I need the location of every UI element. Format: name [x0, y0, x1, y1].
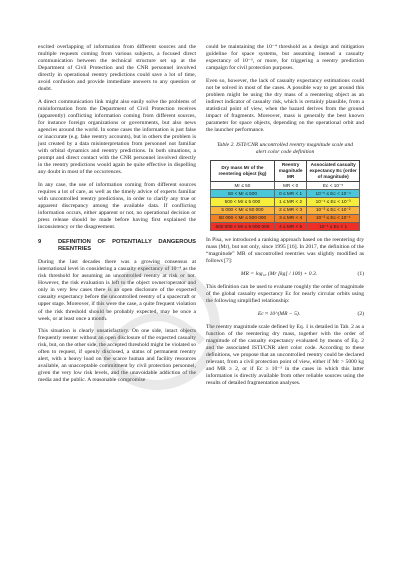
paragraph: could be maintaining the 10⁻⁴ threshold as a design and mitigation guideline for space systems, but assuming instead a casualty expectancy of 10⁻³, or more, for triggering a reentry prediction campaign for civil protection purposes.: [206, 44, 364, 72]
table-cell: 50 000 < Mr ≤ 500 000: [211, 214, 275, 222]
table-row: [211, 206, 360, 214]
table-cell: 10⁻³ ≤ Ec < 10⁻²: [307, 206, 360, 214]
table-cell: 2 ≤ MR < 3: [274, 206, 306, 214]
right-column: [206, 44, 364, 393]
paragraph: In Pisa, we introduced a ranking approach based on the reentering dry mass (Mr), but not only, since 1995 [16]. In 2017, the definition of the “magnitude” MR of uncontrolled reentries was slightly modified as follows [7]:: [206, 237, 364, 265]
table-cell: 5 000 < Mr ≤ 50 000: [211, 206, 275, 214]
table-cell: 10⁻¹ ≤ Ec < 1: [307, 223, 360, 231]
table-caption: Table 2. ISTI/CNR uncontrolled reentry magnitude scale and alert color code definition: [216, 142, 354, 156]
paragraph: This situation is clearly unsatisfactory. On one side, intact objects frequently reenter without an open disclosure of the expected casualty risk, but, on the other side, the accepted threshold might be violated so often to request, if openly disclosed, a status of permanent reentry alert, with a heavy load on the scarce human and facility resources available, an unacceptable commitment by civil protection personnel, given the very low risk levels, and the unavoidable addiction of the media and the public. A reasonable compromise: [38, 328, 196, 384]
equation-expression: Ec ≈ 10^(MR − 5).: [257, 310, 301, 317]
table-cell: 3 ≤ MR < 4: [274, 214, 306, 222]
paragraph: excited overlapping of information from different sources and the multiple requests coming from various subjects, a focused direct communication between the technical structure set up at the Department of Civil Protection and the CNR personnel involved directly in operational reentry predictions could save a lot of time, avoid confusion and provide immediate answers to any question or doubt.: [38, 44, 196, 93]
table-cell: 500 000 < Mr ≤ 5 000 000: [211, 223, 275, 231]
table-cell: Ec < 10⁻⁵: [307, 182, 360, 190]
paragraph: This definition can be used to evaluate roughly the order of magnitude of the global casualty expectancy Ec for nearly circular orbits using the following simplified relationship:: [206, 283, 364, 305]
table-cell: MR < 0: [274, 182, 306, 190]
table-row: [211, 198, 360, 206]
equation-expression: MR = log₁₀ (Mr [kg] / 100) + 0.3.: [240, 270, 318, 277]
left-column: [38, 44, 196, 390]
table-row: [211, 223, 360, 231]
equation-2: [206, 311, 364, 318]
equation-number: (2): [357, 310, 364, 317]
table-cell: 4 ≤ MR < 5: [274, 223, 306, 231]
table-cell: 1 ≤ MR < 2: [274, 198, 306, 206]
table-row: [211, 182, 360, 190]
column-header-dry-mass: Dry mass Mr of the reentering object (kg): [211, 161, 275, 182]
section-title: DEFINITION OF POTENTIALLY DANGEROUS REENTRIES: [58, 239, 196, 253]
table-cell: 10⁻⁵ ≤ Ec < 10⁻⁴: [307, 190, 360, 198]
paragraph: During the last decades there was a growing consensus at international level in considering a casualty expectancy of 10⁻⁴ as the risk threshold for assuming an uncontrolled reentry at risk or not. However, the risk evaluation is left to the object owner/operator and only in very few cases there is an open disclosure of the expected casualty expectancy before the uncontrolled reentry of a spacecraft or upper stage. Moreover, if this were the case, a quite frequent violation of the risk threshold should be probably expected, may be once a week, or at least once a month.: [38, 259, 196, 322]
table-header-row: [211, 161, 360, 182]
paragraph: The reentry magnitude scale defined by Eq. 1 is detailed in Tab. 2 as a function of the reentering dry mass, together with the order of magnitude of the casualty expectancy evaluated by means of Eq. 2 and the associated ISTI/CNR alert color code. According to these definitions, we propose that an uncontrolled reentry could be declared relevant, from a civil protection point of view, either if Mr > 5000 kg and MR ≥ 2, or if Ec ≥ 10⁻³ in the cases in which this latter information is directly available from other reliable sources using the results of detailed fragmentation analyses.: [206, 323, 364, 386]
magnitude-table: [210, 160, 360, 231]
equation-1: [206, 271, 364, 278]
table-cell: 500 < Mr ≤ 5 000: [211, 198, 275, 206]
paragraph: In any case, the use of information coming from different sources requires a lot of care, as well as the timely advice of experts familiar with uncontrolled reentry predictions, in order to clarify any true or apparent discrepancy among the available data. If conflicting information occurs, either apparent or not, no operational decision or press release should be made before having first explained the inconsistency or the disagreement.: [38, 181, 196, 231]
section-heading: [38, 239, 196, 253]
column-header-magnitude: Reentry magnitude MR: [274, 161, 306, 182]
table-cell: 50 < Mr ≤ 500: [211, 190, 275, 198]
column-header-casualty: Associated casualty expectancy Ec (order of magnitude): [307, 161, 360, 182]
section-number: 9: [38, 239, 42, 246]
paragraph: A direct communication link might also easily solve the problems of misinformation from the Department of Civil Protection receives (apparently) conflicting information coming from different sources, for instance foreign organizations or governments, but also news agencies around the world. In some cases the information is just false or inaccurate (e.g. fake reentry accounts), but in others the problem is just created by a data misinterpretation from personnel not familiar with orbital dynamics and reentry predictions. In both situations, a prompt and direct contact with the CNR personnel involved directly in the reentry predictions would again be quite effective in dispelling any doubt in most of the occurrences.: [38, 98, 196, 176]
table-row: [211, 190, 360, 198]
table-cell: Mr ≤ 50: [211, 182, 275, 190]
equation-number: (1): [357, 270, 364, 277]
table-cell: 10⁻² ≤ Ec < 10⁻¹: [307, 214, 360, 222]
table-row: [211, 214, 360, 222]
table-cell: 10⁻⁴ ≤ Ec < 10⁻³: [307, 198, 360, 206]
table-cell: 0 ≤ MR < 1: [274, 190, 306, 198]
paragraph: Even so, however, the lack of casualty expectancy estimations could not be solved in most of the cases. A possible way to get around this problem might be using the dry mass of a reentering object as an indirect indicator of casualty risk, which is certainly plausible, from a statistical point of view, when the hazard derives from the ground impact of fragments. Moreover, mass is generally the best known parameter for space objects, depending on the operational orbit and the launcher performance.: [206, 77, 364, 134]
